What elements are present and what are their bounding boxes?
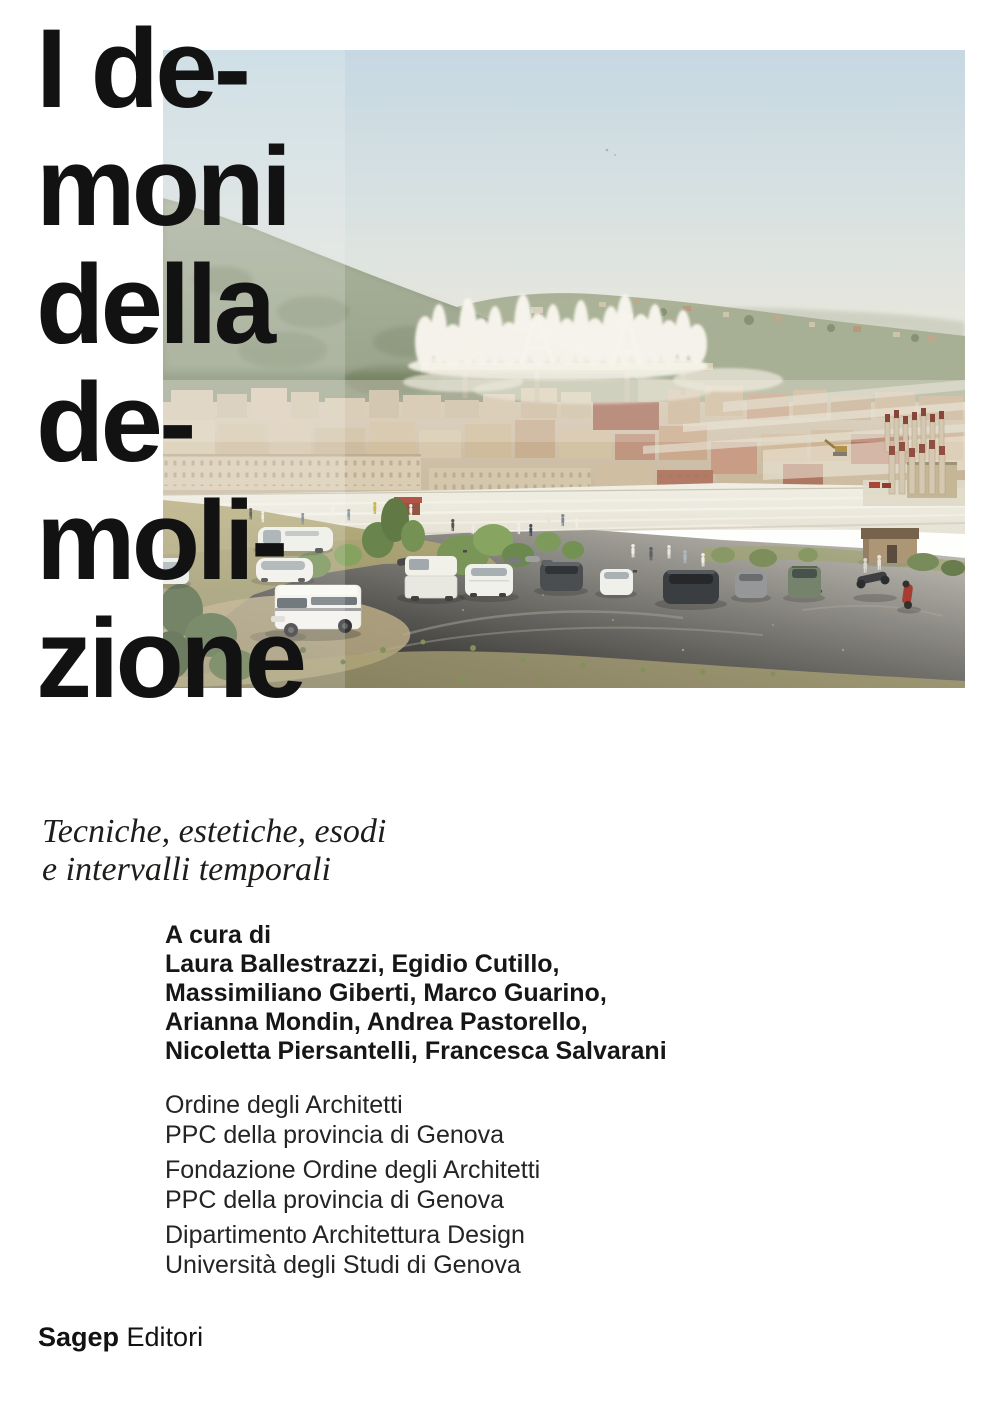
institution-line: Dipartimento Architettura Design: [165, 1221, 525, 1249]
title-block: [36, 6, 304, 721]
institution-line: PPC della provincia di Genova: [165, 1121, 505, 1149]
publisher-name: Sagep: [38, 1322, 120, 1352]
publisher: [38, 1322, 203, 1353]
editors-label: A cura di: [165, 921, 272, 949]
title-line-4: de-: [36, 360, 193, 485]
title-line-5: moli-: [36, 478, 285, 603]
institution-group-1: [165, 1090, 540, 1150]
editors-line-1: Laura Ballestrazzi, Egidio Cutillo,: [165, 950, 560, 978]
editors-line-4: Nicoletta Piersantelli, Francesca Salvarani: [165, 1037, 667, 1065]
institution-line: PPC della provincia di Genova: [165, 1186, 505, 1214]
institutions-block: [165, 1090, 540, 1285]
editors-line-3: Arianna Mondin, Andrea Pastorello,: [165, 1008, 588, 1036]
title-line-6: zione: [36, 596, 304, 721]
title-line-3: della: [36, 242, 273, 367]
title-line-2: moni: [36, 124, 289, 249]
institution-group-2: [165, 1155, 540, 1215]
subtitle-line-1: Tecniche, estetiche, esodi: [42, 813, 387, 850]
subtitle: [42, 813, 386, 889]
institution-line: Ordine degli Architetti: [165, 1091, 403, 1119]
subtitle-line-2: e intervalli temporali: [42, 851, 331, 888]
editors-block: [165, 921, 667, 1066]
title-line-1: I de-: [36, 6, 248, 131]
institution-group-3: [165, 1220, 540, 1280]
editors-line-2: Massimiliano Giberti, Marco Guarino,: [165, 979, 607, 1007]
institution-line: Università degli Studi di Genova: [165, 1251, 521, 1279]
institution-line: Fondazione Ordine degli Architetti: [165, 1156, 541, 1184]
publisher-suffix: Editori: [119, 1322, 204, 1352]
